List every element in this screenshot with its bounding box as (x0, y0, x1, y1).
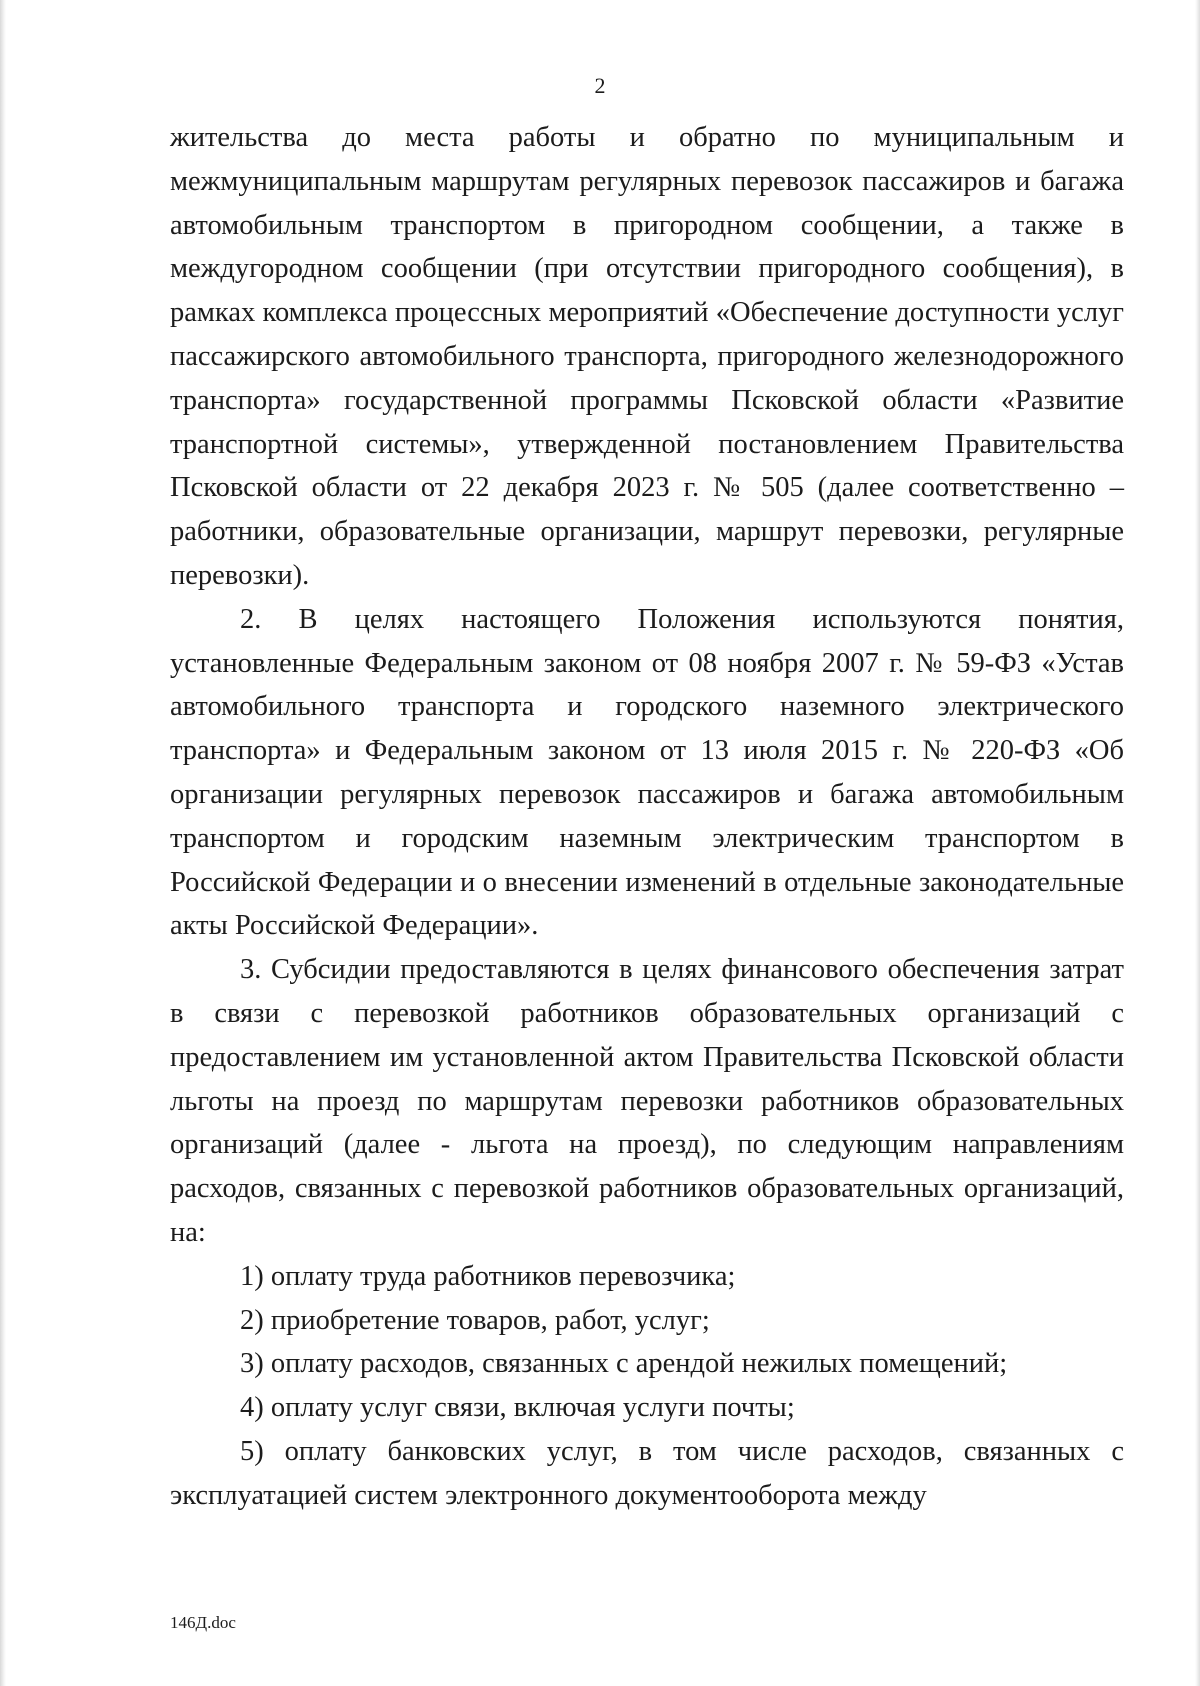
page-number: 2 (594, 73, 606, 98)
scan-edge-right (1195, 0, 1200, 1686)
list-item-4: 4) оплату услуг связи, включая услуги почты; (240, 1392, 795, 1424)
list-item-5: 5) оплату банковских услуг, в том числе расходов, связанных с эксплуатацией систем электронного документооборота между (170, 1435, 1124, 1511)
list-item-2: 2) приобретение товаров, работ, услуг; (240, 1304, 710, 1336)
list-item-3: 3) оплату расходов, связанных с арендой нежилых помещений; (240, 1348, 1008, 1380)
paragraph-continuation: жительства до места работы и обратно по муниципальным и межмуниципальным маршрутам регулярных перевозок пассажиров и багажа автомобильным транспортом в пригородном сообщении, а также в междугородном сообщении (при отсутствии пригородного сообщения), в рамках комплекса процессных мероприятий «Обеспечение доступности услуг пассажирского автомобильного транспорта, пригородного железнодорожного транспорта» государственной программы Псковской области «Развитие транспортной системы», утвержденной постановлением Правительства Псковской области от 22 декабря 2023 г. № 505 (далее соответственно – работники, образовательные организации, маршрут перевозки, регулярные перевозки). (170, 122, 1124, 591)
paragraph-2: 2. В целях настоящего Положения используются понятия, установленные Федеральным законом от 08 ноября 2007 г. № 59-ФЗ «Устав автомобильного транспорта и городского наземного электрического транспорта» и Федеральным законом от 13 июля 2015 г. № 220-ФЗ «Об организации регулярных перевозок пассажиров и багажа автомобильным транспортом и городским наземным электрическим транспортом в Российской Федерации и о внесении изменений в отдельные законодательные акты Российской Федерации». (170, 603, 1124, 942)
document-body (170, 116, 1124, 1518)
scan-edge-left (0, 0, 6, 1686)
paragraph-3: 3. Субсидии предоставляются в целях финансового обеспечения затрат в связи с перевозкой работников образовательных организаций с предоставлением им установленной актом Правительства Псковской области льготы на проезд по маршрутам перевозки работников образовательных организаций (далее - льгота на проезд), по следующим направлениям расходов, связанных с перевозкой работников образовательных организаций, на: (170, 954, 1124, 1248)
list-item-1: 1) оплату труда работников перевозчика; (240, 1260, 736, 1292)
footer-filename: 146Д.doc (170, 1613, 236, 1632)
